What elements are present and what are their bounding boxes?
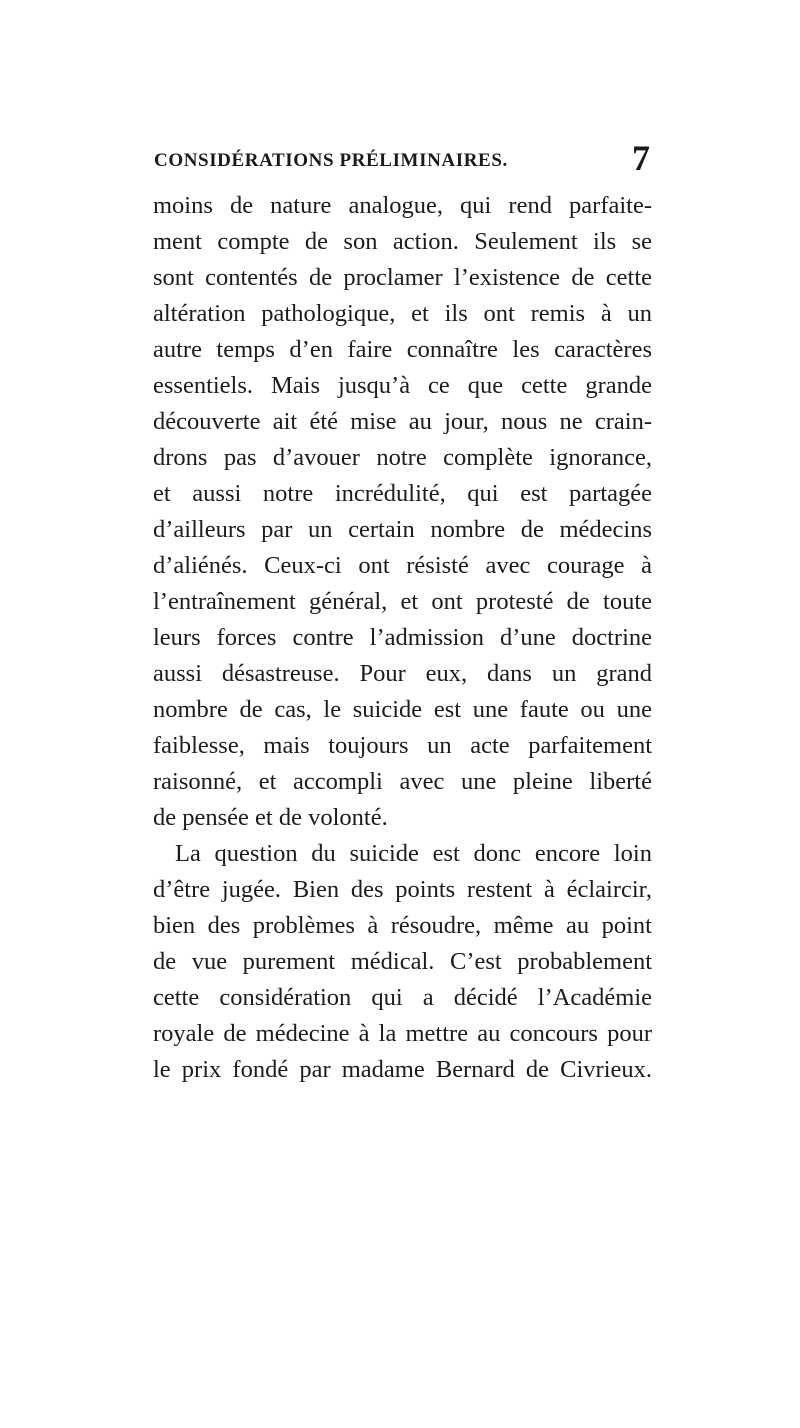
text-line: l’entraînement général, et ont protesté de toute xyxy=(153,588,652,615)
text-line: et aussi notre incrédulité, qui est partagée xyxy=(153,480,652,507)
text-line: le prix fondé par madame Bernard de Civrieux. xyxy=(153,1056,652,1083)
chapter-title: CONSIDÉRATIONS PRÉLIMINAIRES. xyxy=(154,150,508,171)
text-line: essentiels. Mais jusqu’à ce que cette grande xyxy=(153,372,652,399)
text-line: drons pas d’avouer notre complète ignorance, xyxy=(153,444,652,471)
text-line: d’aliénés. Ceux-ci ont résisté avec courage à xyxy=(153,552,652,579)
paragraph-end-line: de pensée et de volonté. xyxy=(153,804,388,831)
text-line: faiblesse, mais toujours un acte parfaitement xyxy=(153,732,652,759)
page-number: 7 xyxy=(632,138,650,178)
text-line: raisonné, et accompli avec une pleine liberté xyxy=(153,768,652,795)
text-line: sont contentés de proclamer l’existence de cette xyxy=(153,264,652,291)
text-line: leurs forces contre l’admission d’une doctrine xyxy=(153,624,652,651)
paragraph-start-line: La question du suicide est donc encore loin xyxy=(175,840,652,867)
text-line: altération pathologique, et ils ont remis à un xyxy=(153,300,652,327)
text-line: autre temps d’en faire connaître les caractères xyxy=(153,336,652,363)
running-header xyxy=(154,138,650,180)
text-line: d’ailleurs par un certain nombre de médecins xyxy=(153,516,652,543)
text-line: d’être jugée. Bien des points restent à éclaircir, xyxy=(153,876,652,903)
body-text xyxy=(153,188,652,1088)
text-line: nombre de cas, le suicide est une faute ou une xyxy=(153,696,652,723)
text-line: bien des problèmes à résoudre, même au point xyxy=(153,912,652,939)
text-line: de vue purement médical. C’est probablement xyxy=(153,948,652,975)
text-line: aussi désastreuse. Pour eux, dans un grand xyxy=(153,660,652,687)
text-line: découverte ait été mise au jour, nous ne crain- xyxy=(153,408,652,435)
text-line: moins de nature analogue, qui rend parfaite- xyxy=(153,192,652,219)
text-line: royale de médecine à la mettre au concours pour xyxy=(153,1020,652,1047)
text-line: cette considération qui a décidé l’Académie xyxy=(153,984,652,1011)
text-line: ment compte de son action. Seulement ils se xyxy=(153,228,652,255)
